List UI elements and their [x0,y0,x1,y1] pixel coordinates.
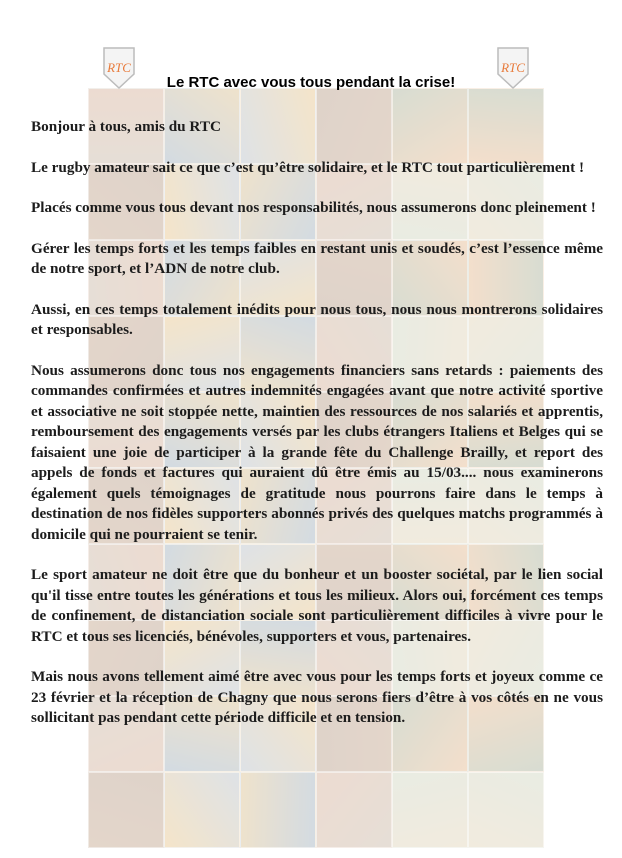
body-paragraph: Le rugby amateur sait ce que c’est qu’être solidaire, et le RTC tout particulièrement ! [31,158,585,176]
collage-photo-tile [88,772,164,848]
collage-photo-tile [316,772,392,848]
collage-photo-tile [468,772,544,848]
collage-photo-tile [240,772,316,848]
body-paragraph: Nous assumerons donc tous nos engagements financiers sans retards : paiements des commandes confirmées et autres indemnités engagées avant que notre activité sportive et associative ne soit stoppée nette, maintien des ressources de nos salariés et apprentis, remboursement des engagements versés par les clubs étrangers Italiens et Belges qui se faisaient une joie de participer à la grande fête du Challenge Brailly, et report des appels de fonds et factures qui auraient dû être émis au 15/03.... nous examinerons également quels témoignages de gratitude nous pourrons faire dans le temps à destination de nos fidèles supporters abonnés privés des quelques matchs programmés à domicile qui ne pourraient se tenir. [31,361,603,543]
svg-text:RTC: RTC [107,60,131,75]
body-paragraph: Aussi, en ces temps totalement inédits pour nous tous, nous nous montrerons solidaires et responsables. [31,300,603,338]
letter-body [31,117,603,749]
body-paragraph: Placés comme vous tous devant nos responsabilités, nous assumerons donc pleinement ! [31,199,596,216]
svg-text:RTC: RTC [501,60,525,75]
page-title: Le RTC avec vous tous pendant la crise! [166,74,456,91]
body-paragraph: Mais nous avons tellement aimé être avec vous pour les temps forts et joyeux comme ce 23 février et la réception de Chagny que nous serons fiers d’être à vos côtés en ne vous sollicitant pas pendant cette période difficile et en tension. [31,668,603,726]
collage-photo-tile [392,772,468,848]
collage-photo-tile [164,772,240,848]
body-paragraph: Gérer les temps forts et les temps faibles en restant unis et soudés, c’est l’essence même de notre sport, et l’ADN de notre club. [31,239,603,277]
greeting-paragraph: Bonjour à tous, amis du RTC [31,118,221,135]
body-paragraph: Le sport amateur ne doit être que du bonheur et un booster sociétal, par le lien social qu'il tisse entre toutes les générations et tous les milieux. Alors oui, forcément ces temps de confinement, de distanciation sociale sont particulièrement difficiles à vivre pour le RTC et tous ses licenciés, bénévoles, supporters et vous, partenaires. [31,566,603,645]
